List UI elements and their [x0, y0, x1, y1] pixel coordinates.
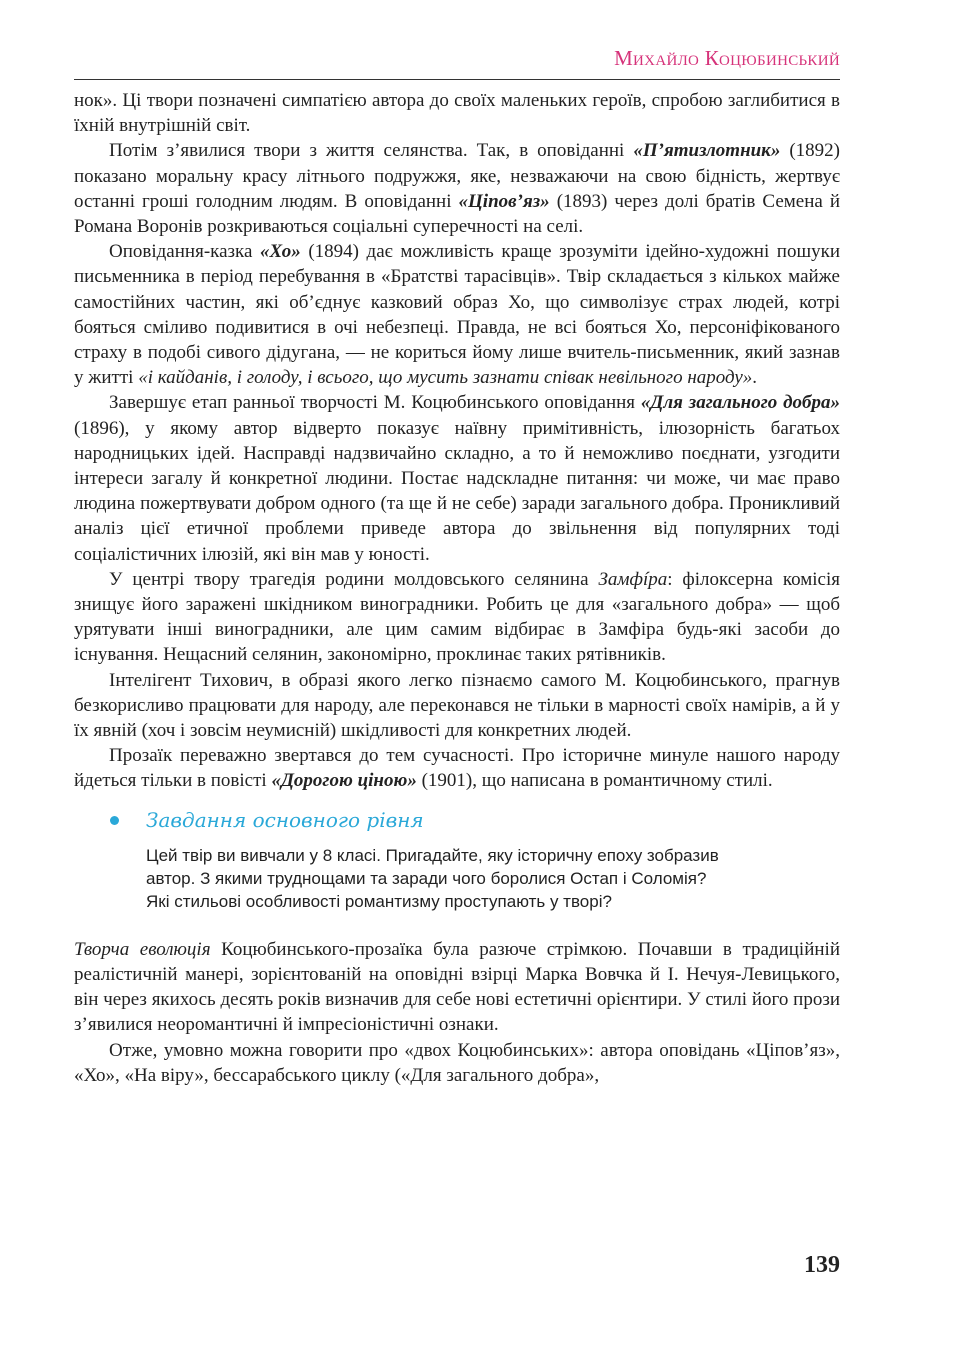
task-title: Завдання основного рівня: [146, 807, 424, 832]
paragraph: [74, 138, 840, 239]
work-title: «П’ятизлотник»: [633, 140, 781, 162]
text-run: Завершує етап ранньої творчості М. Коцюбинського оповідання: [109, 392, 641, 414]
paragraph: [74, 567, 840, 668]
text-run: (1892) показано моральну красу літнього подружжя, яке, незважаючи на свою бідність, жертвує останні гроші голодним людям. В оповіданні: [74, 140, 840, 212]
text-run: (1901), що написана в романтичному стилі.: [416, 770, 773, 792]
task-text: [146, 844, 846, 913]
italic-text: «і кайданів, і голоду, і всього, що мусить зазнати співак невільного народу»: [138, 367, 753, 389]
task-line: Цей твір ви вивчали у 8 класі. Пригадайте, яку історичну епоху зобразив: [146, 845, 719, 865]
italic-text: Творча еволюція: [74, 938, 211, 960]
text-run: Потім з’явилися твори з життя селянства. Так, в оповіданні: [109, 140, 634, 162]
work-title: «Дорогою ціною»: [271, 770, 417, 792]
text-run: (1896), у якому автор відверто показує наївну примітивність, ілюзорність багатьох народницьких ідей. Насправді надзвичайно складно, а то й неможливо поєднати, узгодити інтереси загалу й конкретної людини. Постає надскладне питання: чи може, чи має право людина пожертвувати добром одного (та ще й не себе) заради загального добра. Проникливий аналіз цієї етичної проблеми приведе автора до звільнення від популярних тоді соціалістичних ілюзій, які він мав у юності.: [74, 417, 840, 565]
italic-text: Замфíра: [598, 568, 668, 590]
task-heading: [74, 804, 840, 836]
work-title: «Ціпов’яз»: [458, 190, 550, 212]
text-run: : філоксерна комісія знищує його заражені шкідником виноградники. Робить це для «загального добра» — щоб урятувати інші виноградники, але цим самим відбирає в Замфіра будь-які засоби до існування. Нещасний селянин, закономірно, проклинає таких рятівників.: [74, 568, 841, 666]
work-title: «Хо»: [259, 241, 301, 263]
text-run: (1894) дає можливість краще зрозуміти ідейно-художні пошуки письменника в період перебування в «Братстві тарасівців». Твір складається з кількох майже самостійних частин, які об’єднує казковий образ Хо, що символізує страх людей, котрі бояться сміливо подивитися в очі небезпеці. Правда, не всі бояться Хо, персоніфікованого страху в подобі сивого дідугана, — не кориться йому лише вчитель-письменник, який зазнав у житті: [74, 241, 840, 389]
paragraph: [74, 88, 840, 138]
page-number: 139: [804, 1252, 840, 1278]
task-line: Які стильові особливості романтизму проступають у творі?: [146, 891, 612, 911]
text-run: нок». Ці твори позначені симпатією автора до своїх маленьких героїв, спробою заглибитися в їхній внутрішній світ.: [74, 90, 840, 137]
text-run: Коцюбинського-прозаїка була разюче стрімкою. Почавши в традиційній реалістичній манері, зорієнтованій на оповідні взірці Марка Вовчка й І. Нечуя-Левицького, він через якихось десять років визначив для себе нові естетичні орієнтири. У стилі його прози з’явилися неоромантичні й імпресіоністичні ознаки.: [74, 938, 840, 1036]
paragraph: [74, 1038, 840, 1088]
post-task-paragraphs: [74, 937, 840, 1088]
paragraph: [74, 668, 840, 744]
paragraph: [74, 390, 840, 566]
task-box: [74, 804, 840, 913]
bullet-icon: [110, 816, 119, 825]
running-header: Михайло Коцюбинський: [614, 46, 840, 70]
paragraphs-block: [74, 88, 840, 794]
text-run: .: [752, 367, 758, 389]
text-run: Інтелігент Тихович, в образі якого легко пізнаємо самого М. Коцюбинського, прагнув безкорисливо працювати для народу, але переконався не тільки в марності своїх намірів, а й у їх явній (хоч і зовсім неумисній) шкідливості для конкретних людей.: [74, 669, 840, 742]
page-body: [74, 88, 840, 1088]
paragraph: [74, 743, 840, 793]
text-run: Оповідання-казка: [109, 241, 260, 263]
text-run: Прозаїк переважно звертався до тем сучасності. Про історичне минуле нашого народу йдеться тільки в повісті: [74, 745, 840, 792]
paragraph: [74, 239, 840, 390]
paragraph: [74, 937, 840, 1038]
work-title: «Для загального добра»: [640, 392, 840, 414]
text-run: У центрі твору трагедія родини молдовського селянина: [109, 568, 599, 590]
task-line: автор. З якими труднощами та заради чого боролися Остап і Соломія?: [146, 868, 707, 888]
header-divider: [74, 79, 840, 80]
text-run: (1893) через долі братів Семена й Романа Воронів розкриваються соціальні суперечності на селі.: [74, 190, 840, 238]
text-run: Отже, умовно можна говорити про «двох Коцюбинських»: автора оповідань «Ціпов’яз», «Хо», «На віру», бессарабського циклу («Для загального добра»,: [74, 1039, 840, 1086]
